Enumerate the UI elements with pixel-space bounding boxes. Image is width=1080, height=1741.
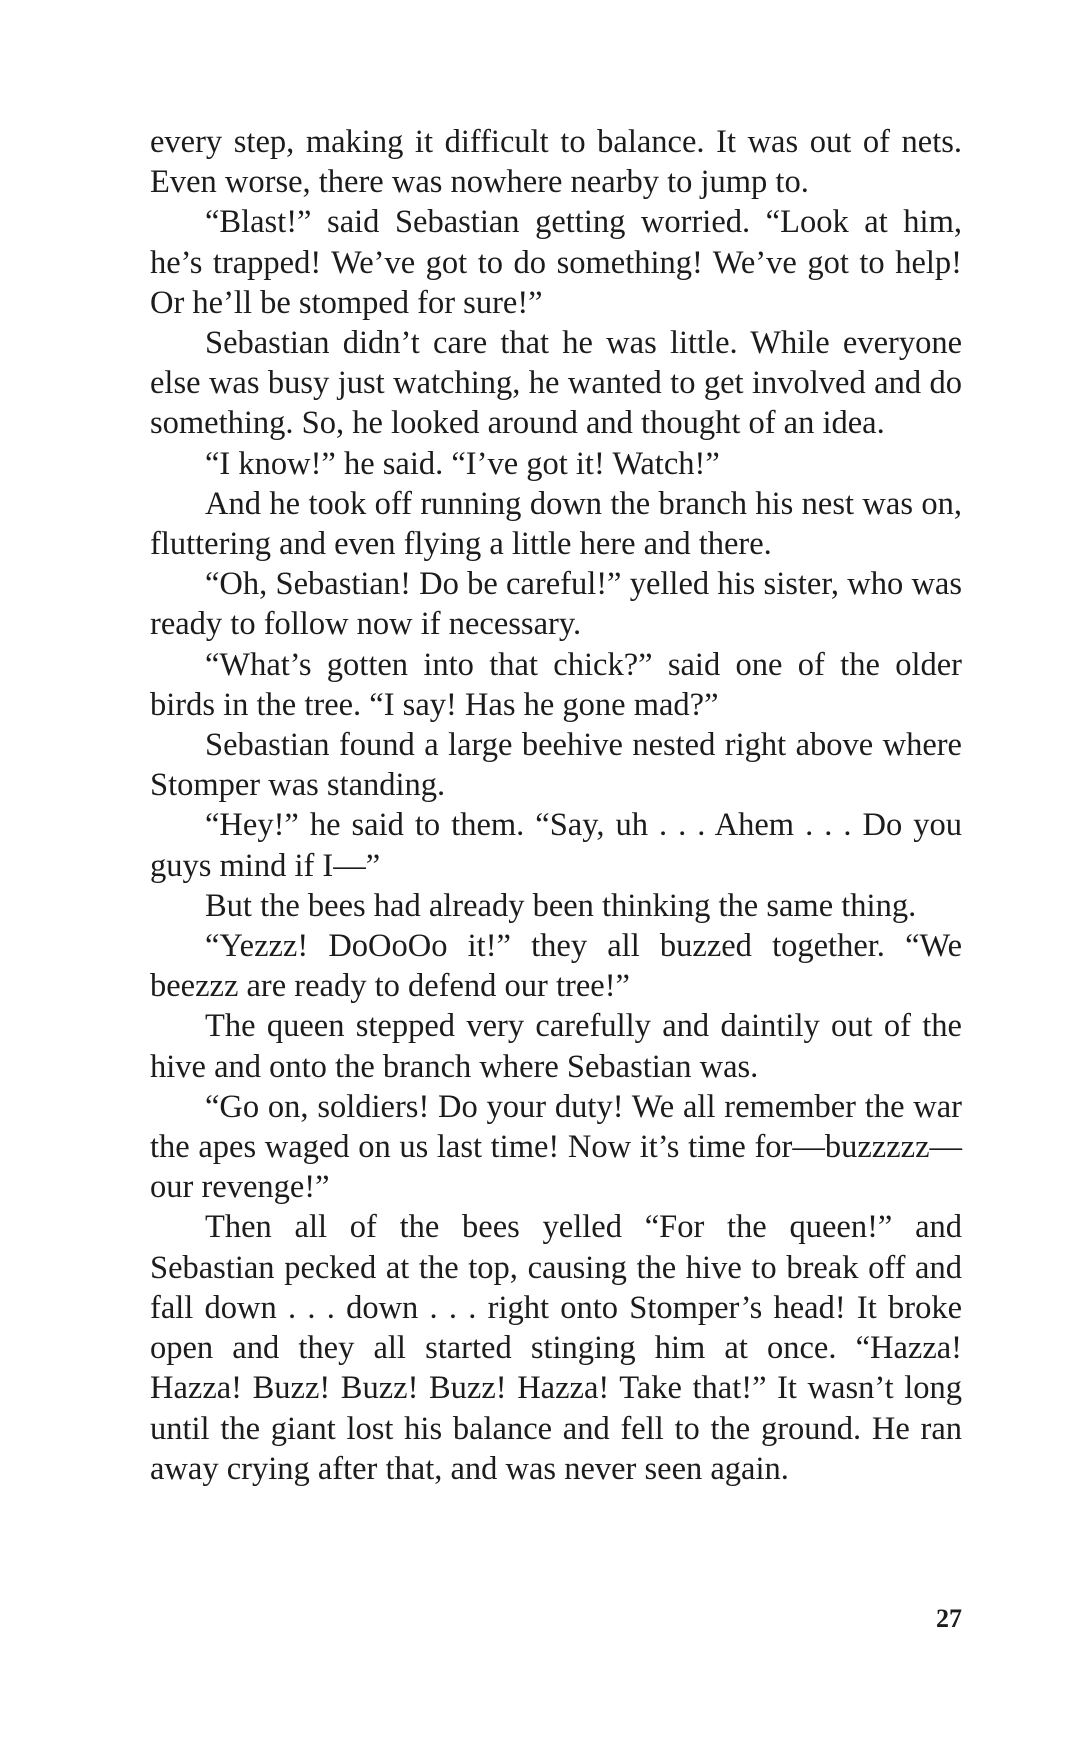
paragraph: Sebastian didn’t care that he was little. While everyone else was busy just watching, he wanted to get involved and do something. So, he looked around and thought of an idea. [150, 325, 962, 442]
paragraph: The queen stepped very carefully and daintily out of the hive and onto the branch where Sebastian was. [150, 1008, 962, 1085]
body-text [150, 122, 962, 1489]
paragraph: But the bees had already been thinking the same thing. [205, 887, 917, 924]
paragraph: Then all of the bees yelled “For the queen!” and Sebastian pecked at the top, causing the hive to break off and fall down . . . down . . . right onto Stomper’s head! It broke open and they all started stinging him at once. “Hazza! Hazza! Buzz! Buzz! Buzz! Hazza! Take that!” It wasn’t long until the giant lost his balance and fell to the ground. He ran away crying after that, and was never seen again. [150, 1209, 962, 1487]
paragraph: “Hey!” he said to them. “Say, uh . . . Ahem . . . Do you guys mind if I—” [150, 807, 962, 884]
paragraph: “Oh, Sebastian! Do be careful!” yelled his sister, who was ready to follow now if necessary. [150, 566, 962, 643]
paragraph: And he took off running down the branch his nest was on, fluttering and even flying a little here and there. [150, 485, 962, 563]
page-number: 27 [936, 1604, 962, 1633]
paragraph: “Go on, soldiers! Do your duty! We all remember the war the apes waged on us last time! Now it’s time for—buzzzzz—our revenge!” [150, 1088, 962, 1206]
paragraph: every step, making it difficult to balance. It was out of nets. Even worse, there was nowhere nearby to jump to. [150, 124, 962, 201]
paragraph: Sebastian found a large beehive nested right above where Stomper was standing. [150, 727, 962, 804]
paragraph: “What’s gotten into that chick?” said one of the older birds in the tree. “I say! Has he gone mad?” [150, 646, 962, 723]
paragraph: “I know!” he said. “I’ve got it! Watch!” [205, 445, 720, 482]
paragraph: “Blast!” said Sebastian getting worried. “Look at him, he’s trapped! We’ve got to do something! We’ve got to help! Or he’ll be stomped for sure!” [150, 204, 962, 321]
paragraph: “Yezzz! DoOoOo it!” they all buzzed together. “We beezzz are ready to defend our tree!” [150, 928, 962, 1005]
